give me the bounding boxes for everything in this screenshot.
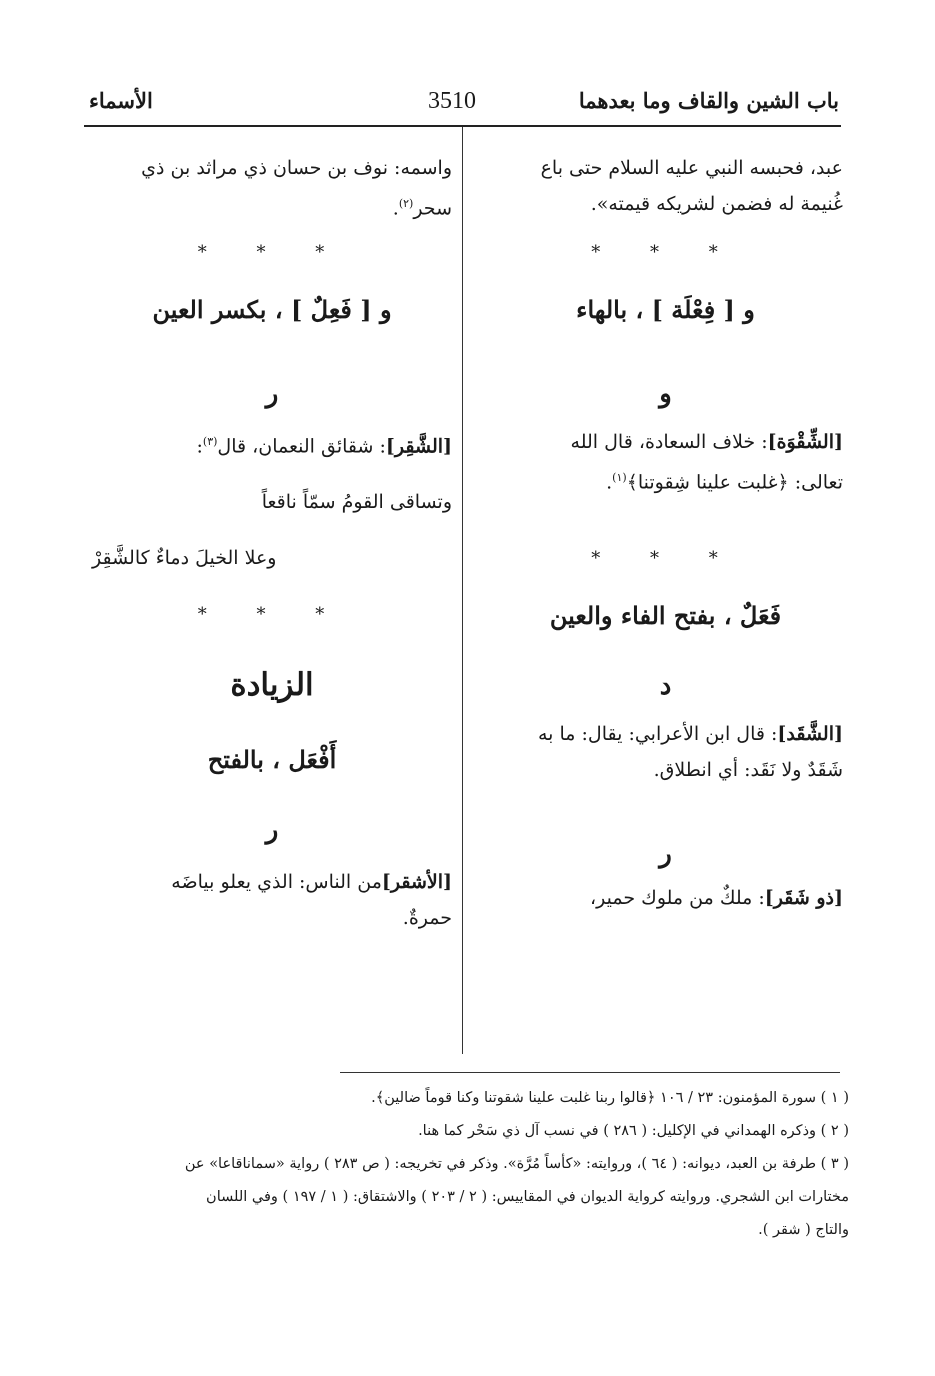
root-letter: ر — [659, 839, 672, 869]
text-line: [الشَّقِر]: شقائق النعمان، قال$^{(٣)}$: — [196, 435, 452, 458]
paragraph — [92, 150, 452, 238]
footnote-3-line: مختارات ابن الشجري. وروايته كرواية الديوان في المقاييس: ( ٢ / ٢٠٣ ) والاشتقاق: ( ١ / ١٩٧ ) وفي اللسان — [206, 1189, 849, 1205]
headword: [الشَّقَد] — [777, 723, 843, 745]
footnote-2: ( ٢ ) وذكره الهمداني في الإكليل: ( ٢٨٦ ) في نسب آل ذي سَحْر كما هنا. — [418, 1123, 849, 1139]
section-separator: * * * — [197, 604, 347, 625]
section-heading: و [ فَعِلٌ ] ، بكسر العين — [152, 295, 392, 324]
text-line: شَقَدٌ ولا نَقَد: أي انطلاق. — [653, 759, 843, 781]
root-letter: ر — [265, 815, 279, 845]
column-divider — [462, 127, 463, 1054]
section-title: الزيادة — [230, 667, 314, 703]
dictionary-entry — [92, 424, 452, 484]
dictionary-entry — [92, 864, 452, 936]
footnote-ref: (٣) — [202, 435, 218, 448]
text-line: [الشِّقْوَة]: خلاف السعادة، قال الله — [570, 431, 843, 453]
root-letter: د — [659, 671, 672, 701]
verse-hemistich: وتساقى القومُ سمّاً ناقعاً — [261, 491, 452, 513]
page-number: 3510 — [428, 88, 476, 114]
text-line: [الشَّقَد]: قال ابن الأعرابي: يقال: ما به — [537, 723, 843, 745]
text-line: [ذو شَقَر]: ملكٌ من ملوك حمير، — [590, 887, 843, 909]
text-line: سحر$^{(٢)}$. — [392, 197, 452, 220]
footnote-1: ( ١ ) سورة المؤمنون: ٢٣ / ١٠٦ ﴿قالوا ربنا غلبت علينا شقوتنا وكنا قوماً ضالين﴾. — [371, 1090, 849, 1106]
root-letter: و — [659, 379, 672, 409]
text-line: عبد، فحبسه النبي عليه السلام حتى باع — [540, 157, 843, 179]
running-header-chapter: باب الشين والقاف وما بعدهما — [578, 88, 839, 113]
dictionary-entry — [488, 716, 843, 834]
section-separator: * * * — [591, 242, 740, 263]
section-heading: فَعَلٌ ، بفتح الفاء والعين — [549, 601, 782, 630]
dictionary-entry — [488, 880, 843, 916]
headword: [ذو شَقَر] — [764, 887, 843, 909]
section-separator: * * * — [197, 242, 347, 263]
section-heading: و [ فِعْلَة ] ، بالهاء — [576, 295, 755, 324]
text-line: تعالى: ﴿غلبت علينا شِقوتنا﴾$^{(١)}$. — [606, 471, 843, 494]
right-column — [488, 150, 843, 916]
verse-hemistich: وعلا الخيلَ دماءٌ كالشَّقِرْ — [92, 547, 277, 569]
headword: [الشِّقْوَة] — [767, 431, 843, 453]
footnotes — [89, 1082, 849, 1247]
section-heading: أَفْعَل ، بالفتح — [207, 745, 337, 774]
left-column — [92, 150, 452, 936]
text-line: واسمه: نوف بن حسان ذي مراثد بن ذي — [141, 157, 452, 179]
footnote-3-line: ( ٣ ) طرفة بن العبد، ديوانه: ( ٦٤ )، وروايته: «كأساً مُرَّة». وذكر في تخريجه: ( ص ٢٨٣ ) رواية «سماناقاعا» عن — [184, 1156, 849, 1172]
headword: [الأشقر] — [381, 871, 452, 893]
footnote-3-line: والتاج ( شقر ). — [758, 1222, 849, 1238]
footnote-ref: (١) — [612, 471, 627, 484]
text-line: غُنيمة له فضمن لشريكه قيمته». — [590, 193, 843, 215]
footnote-ref: (٢) — [398, 197, 414, 210]
paragraph — [488, 150, 843, 238]
headword: [الشَّقِر] — [385, 435, 452, 458]
text-line: حمرةٌ. — [402, 907, 452, 929]
dictionary-entry — [488, 424, 843, 544]
text-line: [الأشقر]من الناس: الذي يعلو بياضَه — [171, 871, 452, 893]
section-separator: * * * — [591, 548, 740, 569]
root-letter: ر — [265, 379, 279, 409]
footnote-rule — [340, 1072, 840, 1073]
running-header-section: الأسماء — [89, 88, 153, 113]
